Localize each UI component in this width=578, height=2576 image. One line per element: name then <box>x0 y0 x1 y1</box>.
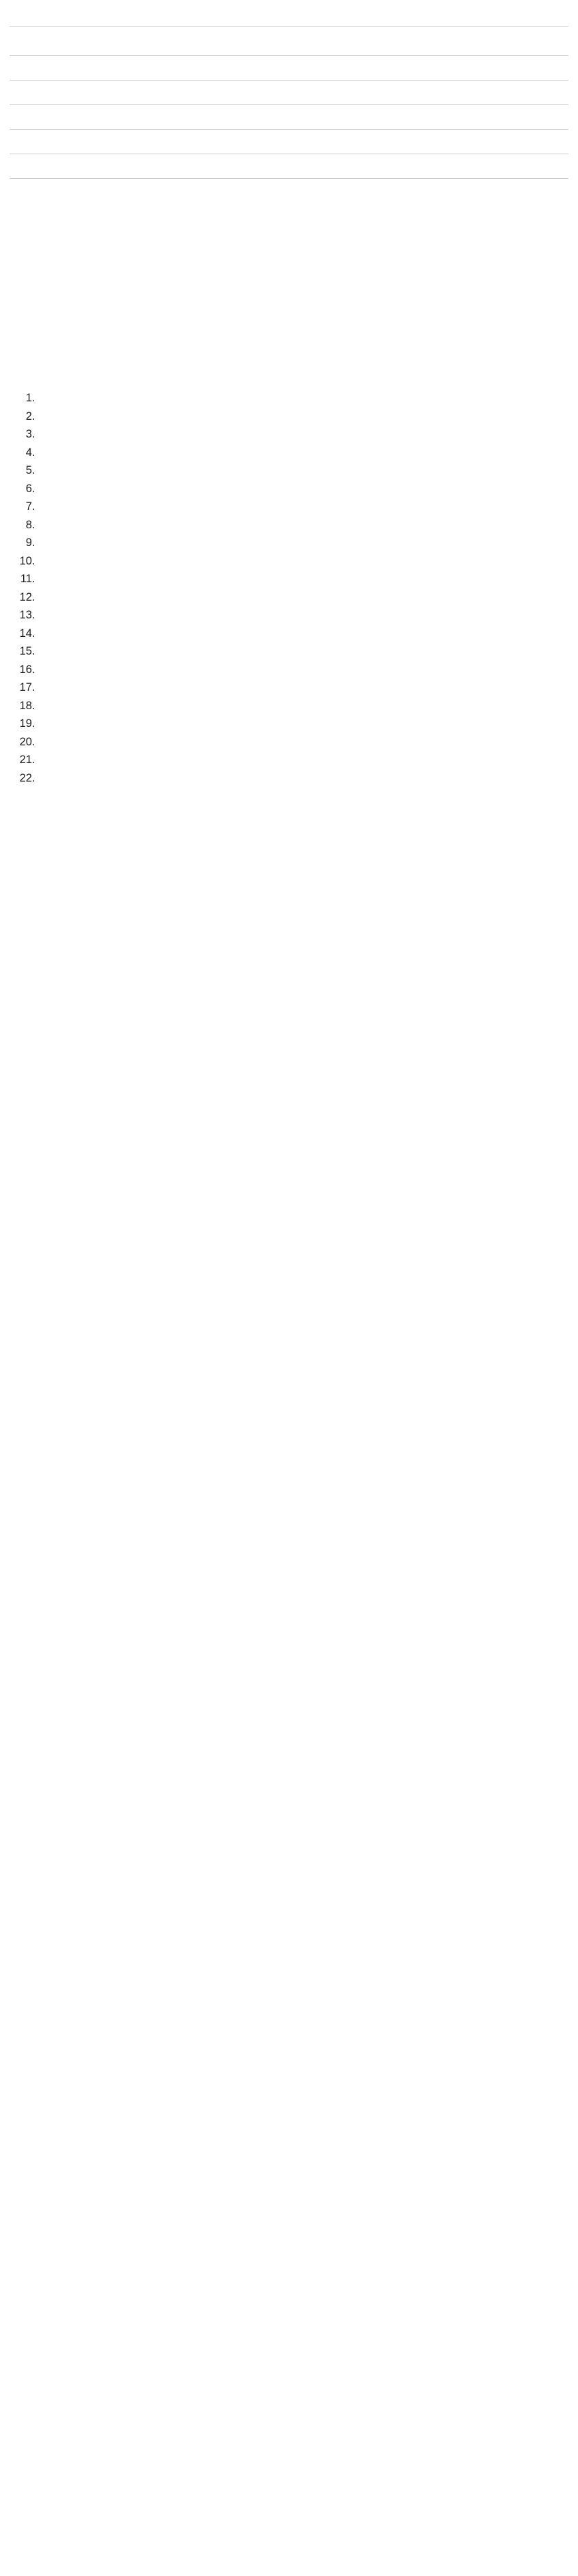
literature-item <box>38 444 568 461</box>
section-8 <box>10 154 568 163</box>
literature-item <box>38 734 568 751</box>
literature-item <box>38 625 568 642</box>
literature-item <box>38 770 568 787</box>
section-5 <box>10 80 568 89</box>
literature-list <box>10 390 568 787</box>
document-page <box>10 26 568 787</box>
blank-spacer <box>10 203 568 382</box>
literature-item <box>38 643 568 660</box>
literature-item <box>38 534 568 552</box>
section-1 <box>10 55 568 65</box>
literature-item <box>38 390 568 407</box>
literature-item <box>38 408 568 425</box>
literature-item <box>38 698 568 715</box>
literature-item <box>38 589 568 606</box>
literature-item <box>38 498 568 515</box>
section-7 <box>10 129 568 139</box>
literature-item <box>38 607 568 624</box>
literature-item <box>38 426 568 443</box>
section-9 <box>10 178 568 188</box>
literature-item <box>38 715 568 732</box>
literature-item <box>38 661 568 678</box>
literature-item <box>38 517 568 534</box>
literature-item <box>38 462 568 479</box>
section-6 <box>10 104 568 114</box>
literature-item <box>38 679 568 696</box>
literature-item <box>38 553 568 570</box>
literature-item <box>38 752 568 769</box>
literature-item <box>38 481 568 498</box>
literature-item <box>38 571 568 588</box>
title-divider <box>10 26 568 27</box>
